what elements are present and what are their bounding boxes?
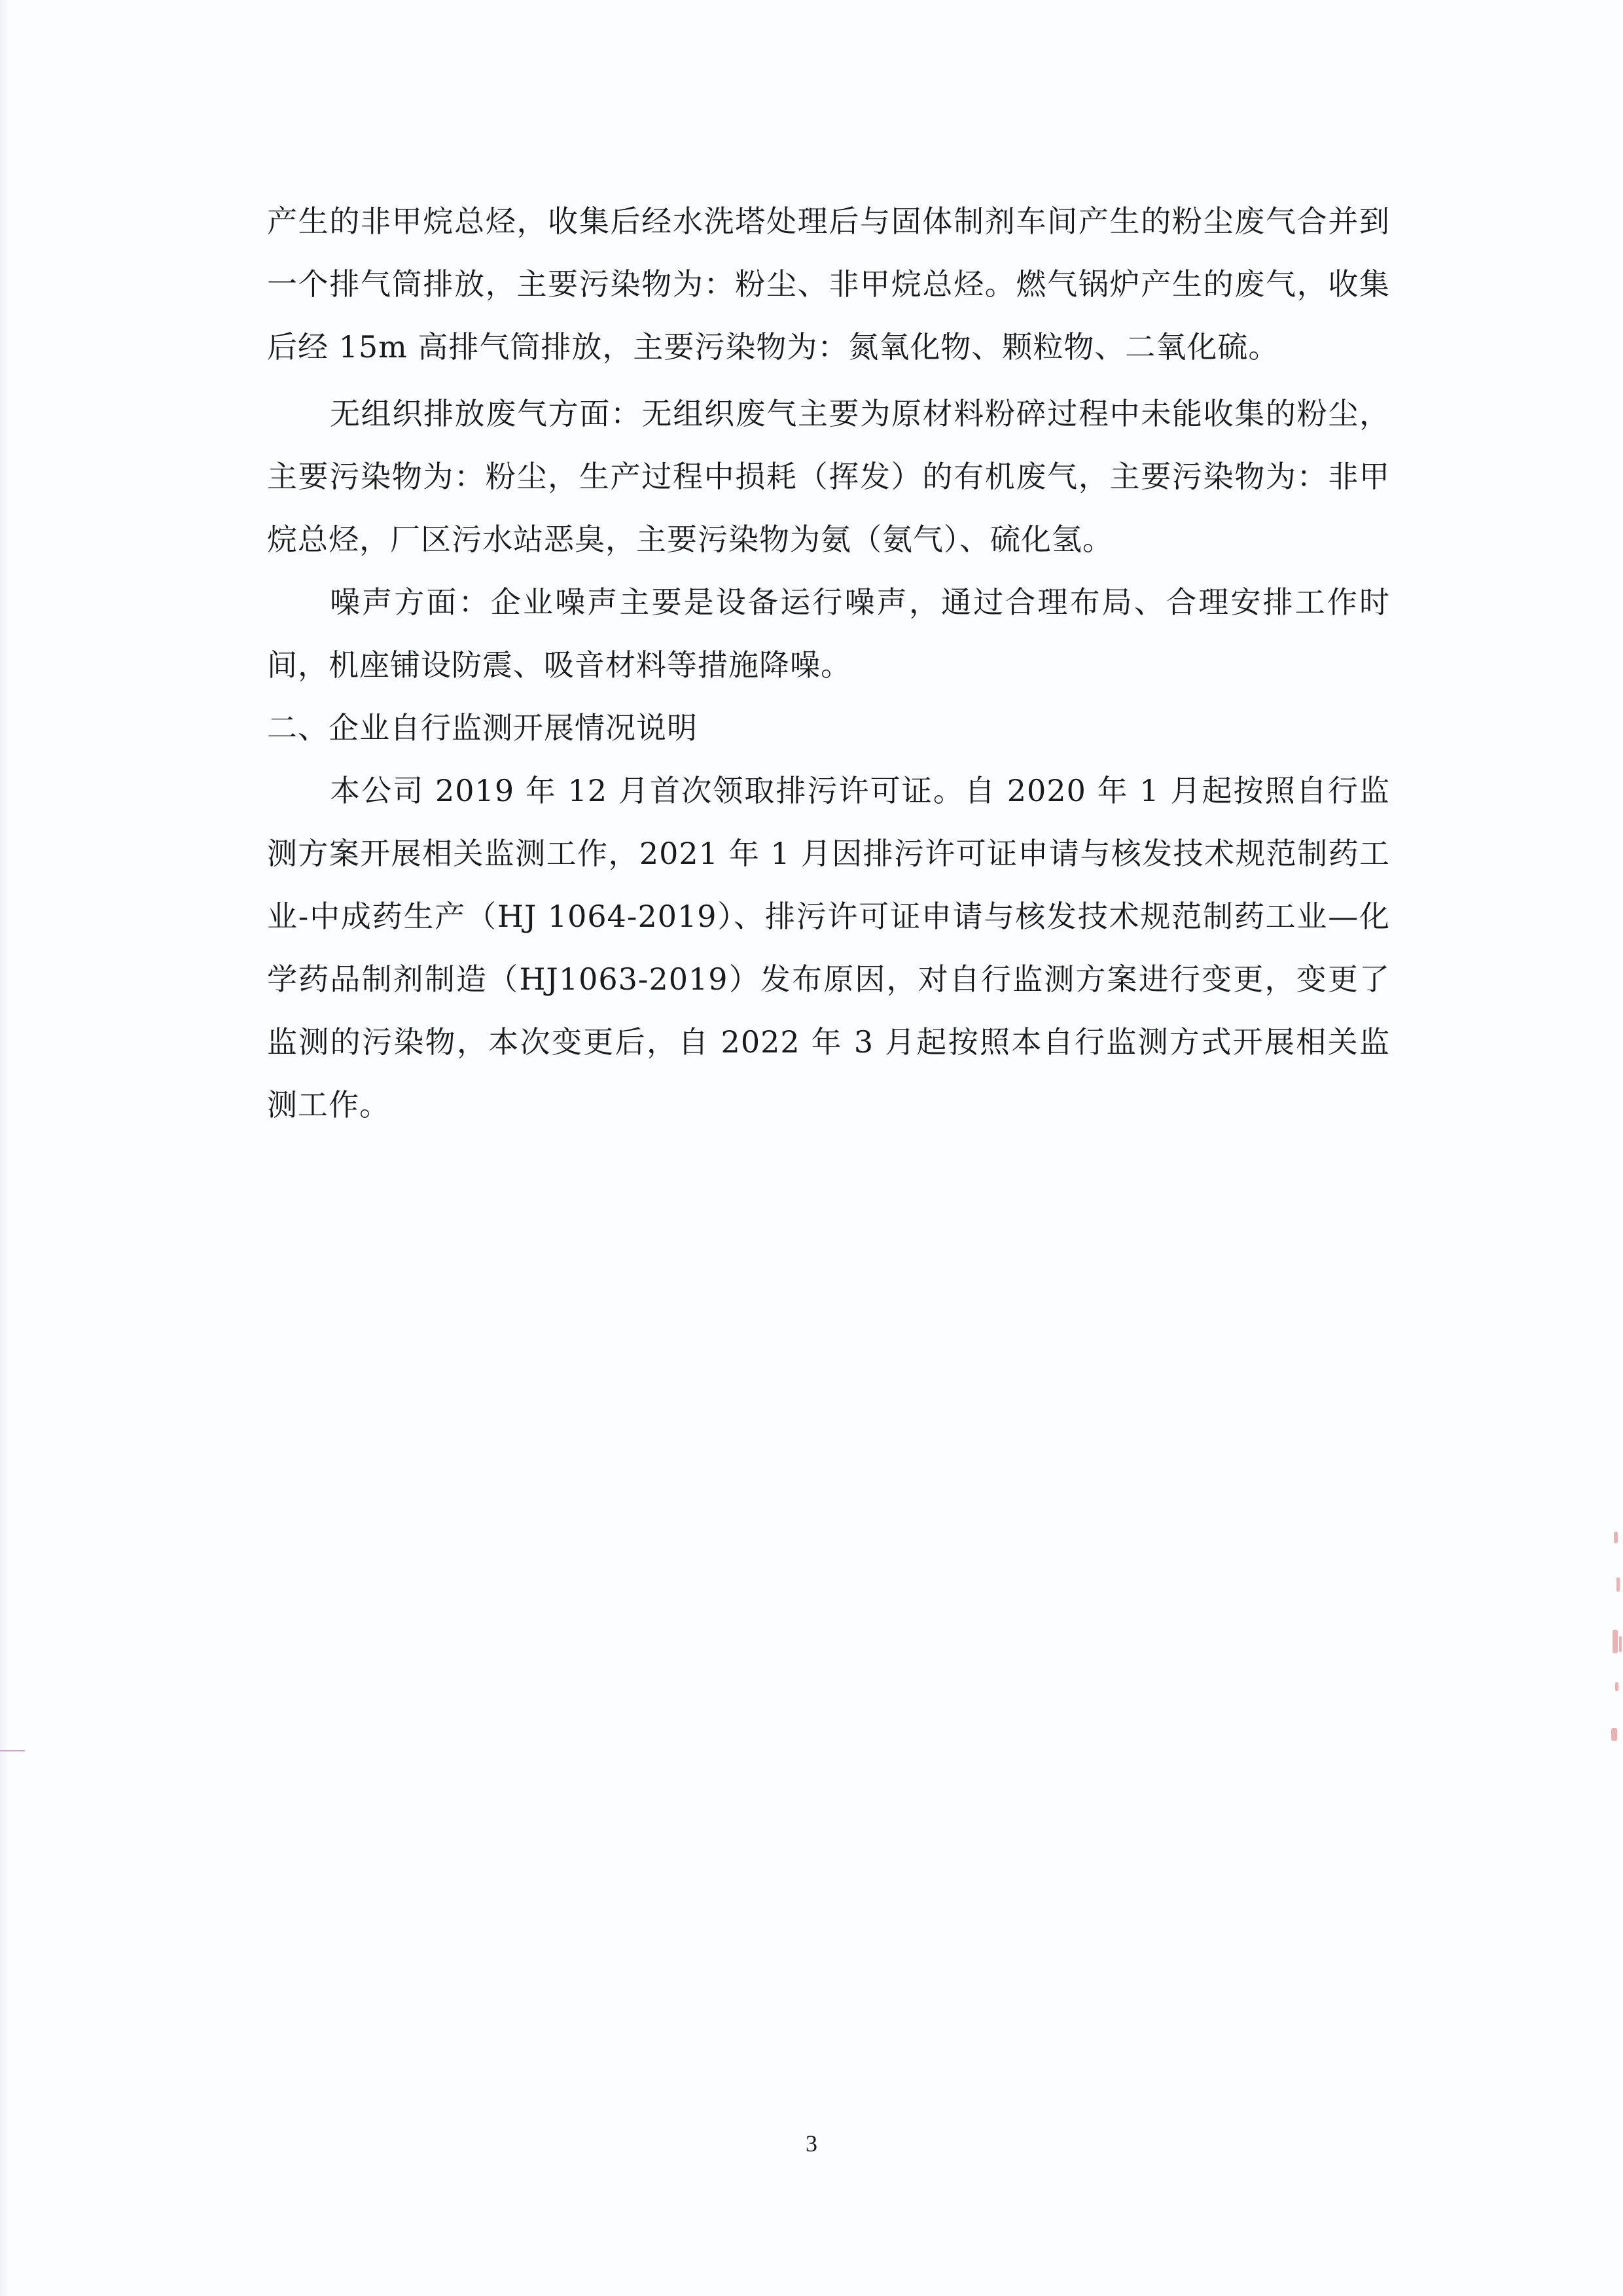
paragraph-waste-gas-unorganized: 无组织排放废气方面：无组织废气主要为原材料粉碎过程中未能收集的粉尘，主要污染物为：粉尘，生产过程中损耗（挥发）的有机废气，主要污染物为：非甲烷总烃，厂区污水站恶臭，主要污染物为氨（氨气）、硫化氢。 [267,396,1390,557]
paragraph-waste-gas-organized: 产生的非甲烷总烃，收集后经水洗塔处理后与固体制剂车间产生的粉尘废气合并到一个排气筒排放，主要污染物为：粉尘、非甲烷总烃。燃气锅炉产生的废气，收集后经 15m 高排气筒排放，主要污染物为：氮氧化物、颗粒物、二氧化硫。 [267,204,1390,365]
scan-edge-shadow [0,0,9,2296]
page-number: 3 [806,2130,817,2157]
seal-edge-trace [1597,1532,1623,1748]
paragraph-monitoring-status: 本公司 2019 年 12 月首次领取排污许可证。自 2020 年 1 月起按照自行监测方案开展相关监测工作，2021 年 1 月因排污许可证申请与核发技术规范制药工业-中成药生产（HJ 1064-2019）、排污许可证申请与核发技术规范制药工业—化学药品制剂制造（HJ1063-2019）发布原因，对自行监测方案进行变更，变更了监测的污染物，本次变更后，自 2022 年 3 月起按照本自行监测方式开展相关监测工作。 [267,773,1390,1122]
document-body [267,190,1390,1136]
section-heading: 二、企业自行监测开展情况说明 [267,710,698,745]
scan-edge-mark [0,1750,25,1751]
paragraph-noise: 噪声方面：企业噪声主要是设备运行噪声，通过合理布局、合理安排工作时间，机座铺设防震、吸音材料等措施降噪。 [267,584,1390,683]
